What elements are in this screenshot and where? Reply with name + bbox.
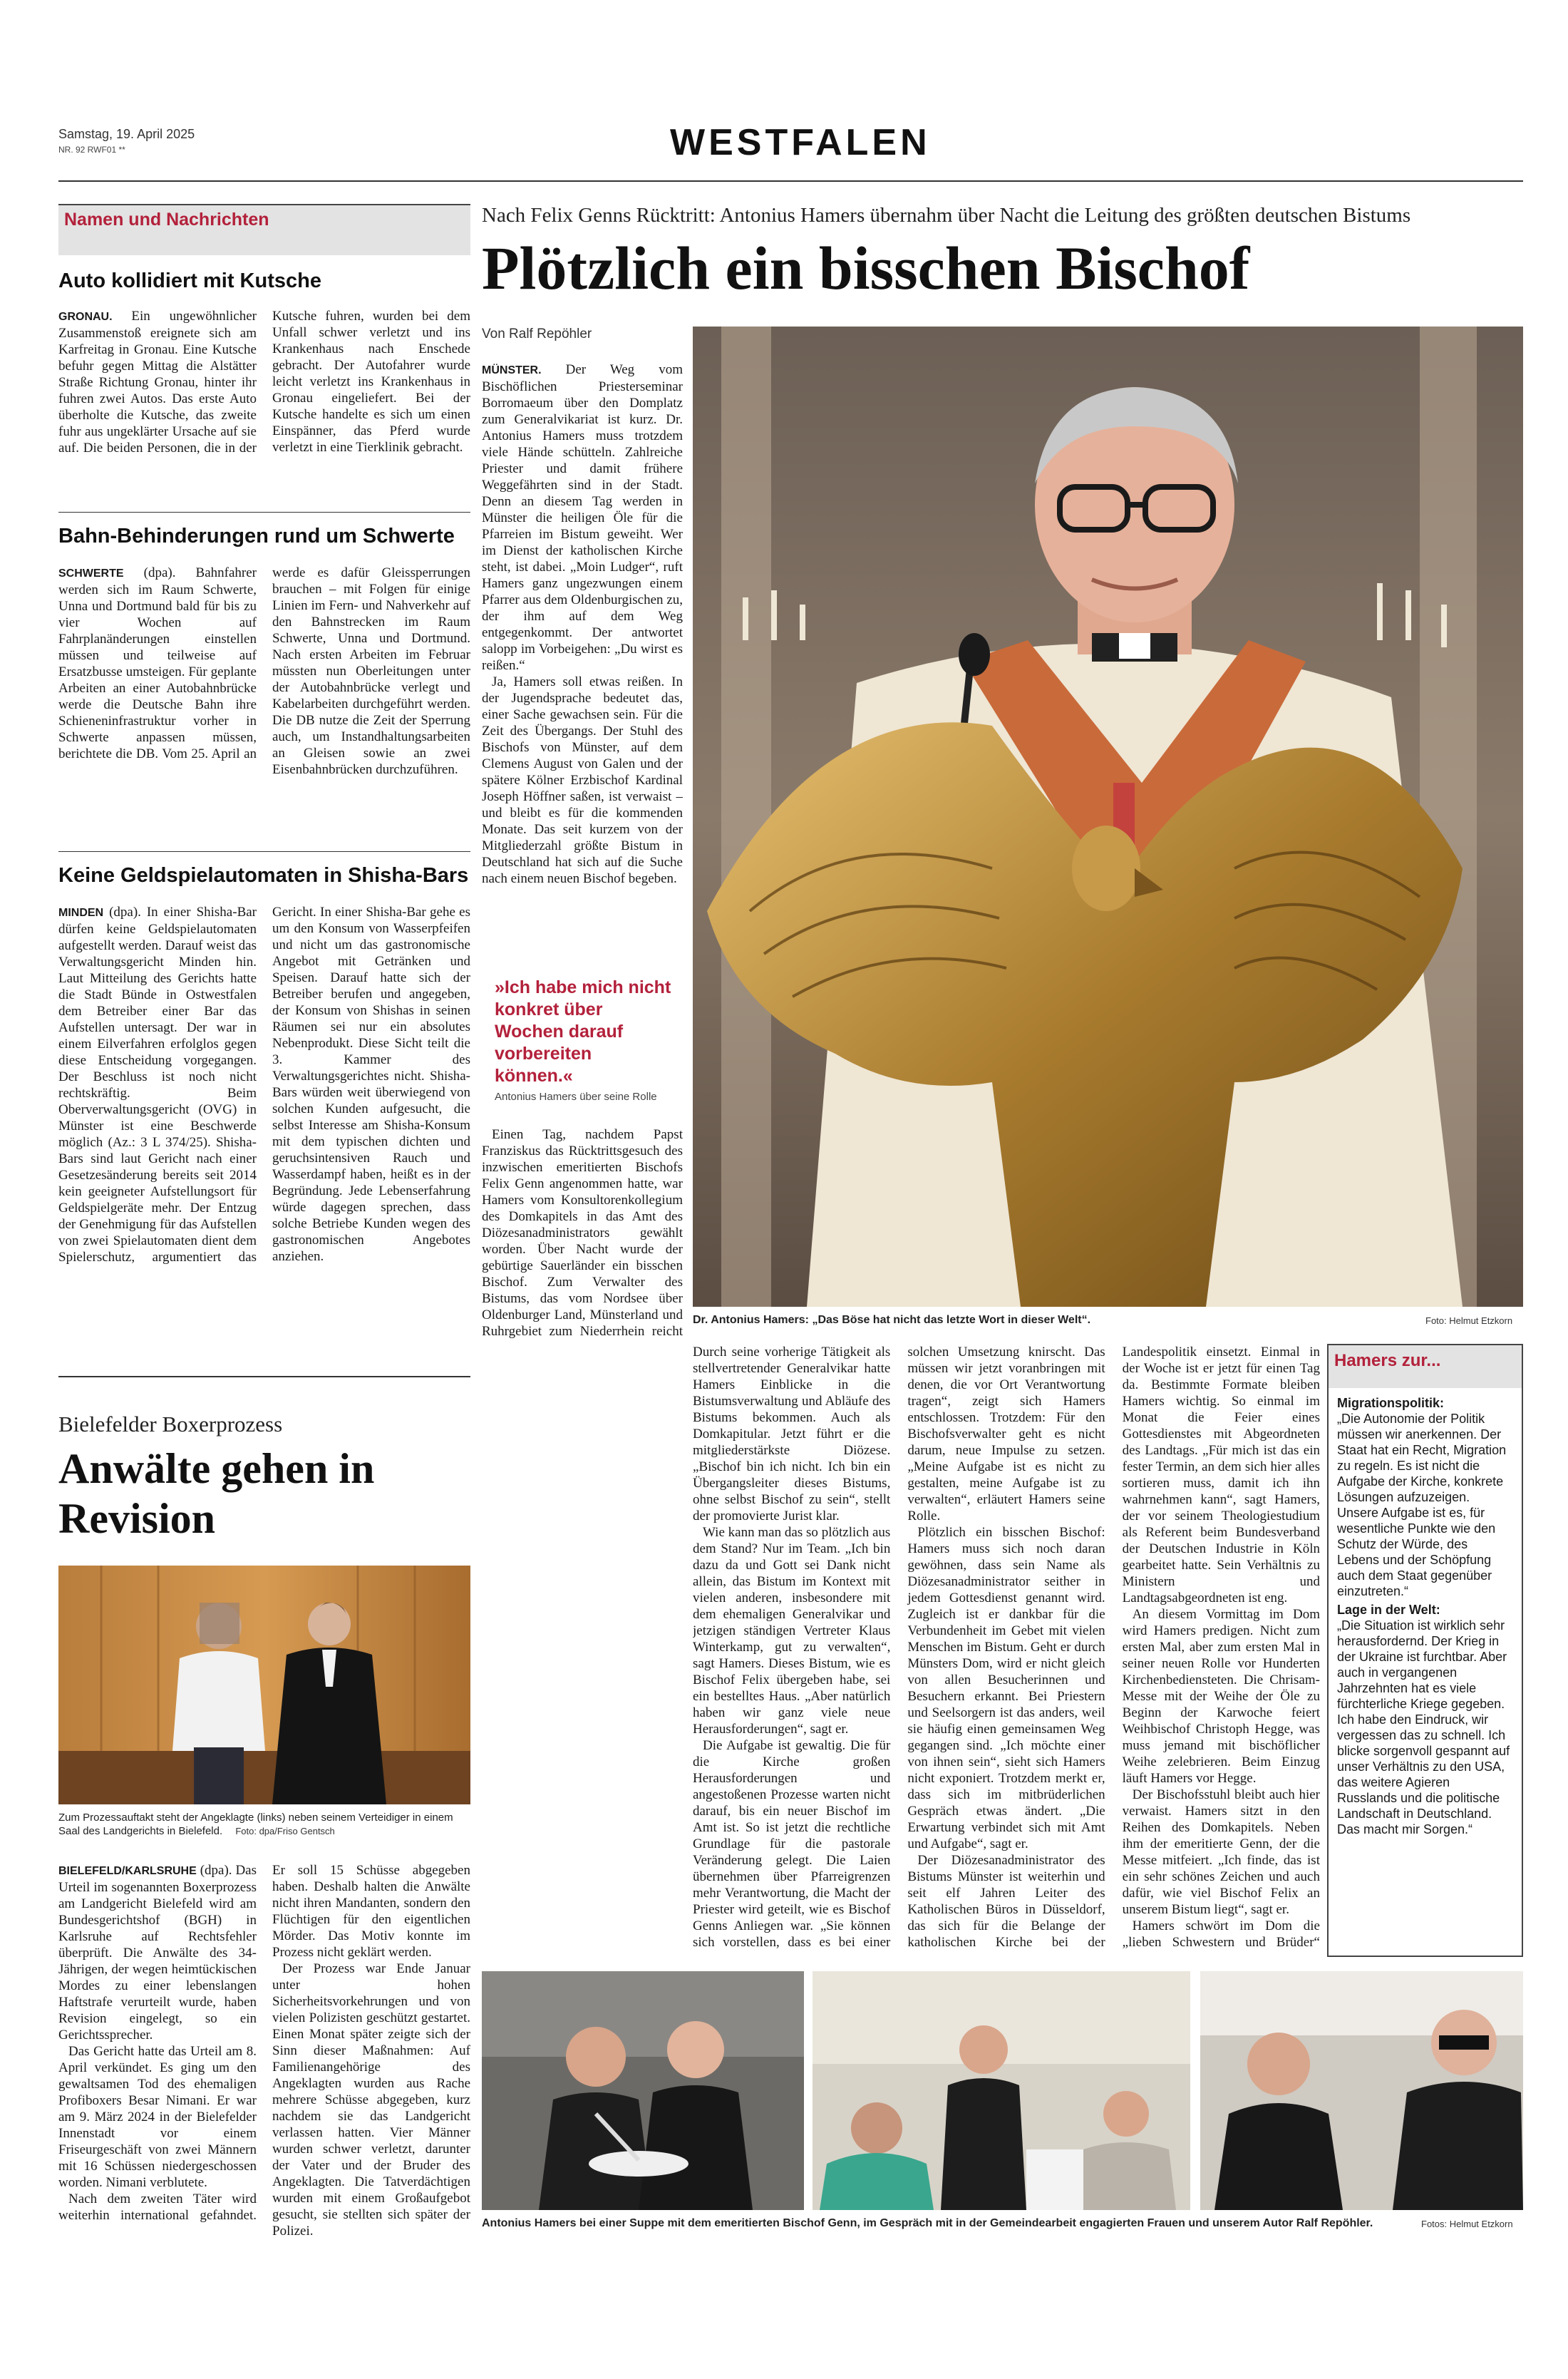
main-lower-paragraph: Durch seine vorherige Tätigkeit als stellvertretender Generalvikar hatte Hamers Einblicke in die Bistumsverwaltung und Abläufe des Bistums bekommen. Auch als Domkapitular. Jetzt führt er die mitgliederstärkste Diözese. „Bischof bin ich nicht. Ich bin ein Übergangsleiter dieses Bistums, ohne selbst Bischof zu sein“, stellt der promovierte Jurist klar. [693,1345,891,1524]
dateline-muenster: MÜNSTER. [482,364,542,376]
main-intro-paragraph: Ja, Hamers soll etwas reißen. In der Jugendsprache bedeutet das, einer Sache gewachsen sein. Für die Zeit des Übergangs. Der Stuhl des Bischofs von Münster, auf dem Clemens August von Galen und der spätere Kölner Erzbischof Kardinal Joseph Höffner saßen, ist verwaist – und bleibt es für die kommenden Monate. Das seit kurzem von der Mitgliederzahl größte Bistum in Deutschland hat sich auf die Suche nach einem neuen Bischof begeben. [482,674,683,886]
info-label-migration: Migrationspolitik: [1337,1396,1444,1410]
news-headline-auto: Auto kollidiert mit Kutsche [58,269,321,292]
box-paragraph: Das Urteil im sogenannten Boxerprozess am Landgericht Bielefeld wird am Bundesgerichtshof (BGH) in Karlsruhe auf Rechtsfehler überprüft. Die Anwälte des 34-Jährigen, der wegen heimtückischen Mordes zu einer lebenslangen Haftstrafe verurteilt wurde, haben Revision eingelegt, so ein Gerichtssprecher. [58,1863,257,2043]
news-body-auto: Ein ungewöhnlicher Zusammenstoß ereignete sich am Karfreitag in Gronau. Eine Kutsche befuhr gegen Mittag die Alstätter Straße Richtung Gronau, hinter ihr fuhren zwei Autos. Das erste Auto überholte die Kutsche, das zweite fuhr aus ungeklärter Ursache auf sie auf. Die beiden Personen, die in der Kutsche fuhren, wurden bei dem Unfall schwer verletzt und ins Krankenhaus nach Enschede gebracht. Der Autofahrer wurde leicht verletzt ins Krankenhaus in Gronau eingeliefert. Bei der Kutsche handelte es sich um einen Einspänner, das Pferd wurde verletzt in eine Tierklinik gebracht. [58,309,470,456]
main-lower-paragraph: Plötzlich ein bisschen Bischof: Hamers muss sich noch daran gewöhnen, dass sein Name als Diözesanadministrator seither in jedem Gottesdienst genannt wird. Zugleich ist er dankbar für die Verbundenheit im Gebet mit vielen Menschen im Bistum. Geht er durch Münsters Dom, wird er nicht gleich von allen Besucherinnen und Besuchern erkannt. Bei Priestern und Seelsorgern ist das anders, weil sie häufig einen gemeinsamen Weg gegangen sind. „Ich möchte einer von ihnen sein“, sieht sich Hamers nicht exponiert. Trotzdem merkt er, dass sich im mitbrüderlichen Gespräch etwas ändert. „Die Erwartung verbindet sich mit Amt und Aufgabe“, sagt er. [907,1525,1105,1851]
news-text-auto [58,308,470,502]
main-photo-svg [693,327,1523,1307]
agency-schwerte: (dpa). [143,565,176,580]
edition-number: NR. 92 RWF01 ** [58,145,125,155]
main-intro-paragraph: Der Weg vom Bischöflichen Priesterseminar Borromaeum über den Domplatz zum Generalvikariat ist kurz. Dr. Antonius Hamers muss trotzdem viele Hände schütteln. Zahlreiche Priester und damit frühere Weggefährten sind in der Stadt. Denn an diesem Tag werden in Münster die heiligen Öle für die Pfarreien im Bistum geweiht. Wer im Dienst der katholischen Kirche steht, ist dabei. „Moin Ludger“, ruft Hamers ganz ungezwungen einem Pfarrer aus dem Oldenburgischen zu, der ihm auf dem Weg entgegenkommt. Der antwortet salopp im Vorbeigehen: „Du wirst es reißen.“ [482,362,683,673]
sidebar-header: Namen und Nachrichten [64,210,269,230]
info-text-world: „Die Situation ist wirklich sehr herausfordernd. Der Krieg in der Ukraine ist furchtbar. Aber auch in vergangenen Jahrzehnten hat es viele fürchterliche Kriege gegeben. Ich habe den Eindruck, wir vergessen das zu schnell. Ich blicke sorgenvoll gespannt auf unser Verhältnis zu den USA, das weitere Agieren Russlands und die politische Landschaft in Deutschland. Das macht mir Sorgen.“ [1337,1618,1510,1836]
courtroom-photo-svg [58,1566,470,1804]
box-paragraph: Nach dem zweiten Täter wird weiterhin international gefahndet. Er soll 15 Schüsse abgegeben haben. Deshalb halten die Anwälte nicht ihren Mandanten, sondern den Flüchtigen für den eigentlichen Mörder. Das Motiv konnte im Prozess nicht geklärt werden. [58,1863,470,2223]
photo-women [813,1971,1190,2210]
photo-soup [482,1971,804,2210]
main-lower-paragraph: An diesem Vormittag im Dom wird Hamers predigen. Nicht zum ersten Mal, aber zum ersten Mal in seiner neuen Rolle vor Hunderten Kirchenbediensteten. Die Chrisam-Messe mit der Weihe der Öle zu Beginn der Karwoche feiert Weihbischof Christoph Hegge, was muss jemand mit bischöflicher Weihe zelebrieren. Beim Einzug läuft Hamers vor Hegge. [1122,1607,1320,1786]
bottom-photo-credit: Fotos: Helmut Etzkorn [1421,2219,1513,2229]
pull-quote-source: Antonius Hamers über seine Rolle [495,1091,657,1103]
divider-1 [58,512,470,513]
news-body-shisha: In einer Shisha-Bar dürfen keine Geldspielautomaten aufgestellt werden. Darauf weist das Verwaltungsgericht Minden hin. Laut Mitteilung des Gerichts hatte die Stadt Bünde in Ostwestfalen dem Betreiber einer Bar das Aufstellen untersagt. Der war in einem Eilverfahren erfolglos gegen diese Entscheidung vorgegangen. Der Beschluss ist noch nicht rechtskräftig. Beim Oberverwaltungsgericht (OVG) in Münster ist eine Beschwerde möglich (Az.: 3 L 374/25). Shisha-Bars sind laut Gericht nach einer Gesetzesänderung bereits seit 2014 kein geeigneter Aufstellungsort für Geldspielgeräte mehr. Der Entzug der Genehmigung für das Aufstellen von zwei Spielautomaten dient dem Spielerschutz, argumentiert das Gericht. In einer Shisha-Bar gehe es um den Konsum von Wasserpfeifen und nicht um das gastronomische Angebot mit Getränken und Speisen. Darauf hatte sich der Betreiber berufen und angegeben, der Konsum von Shishas in seinen Räumen sei nur ein absolutes Nebenprodukt. Diese Sicht teilt die 3. Kammer des Verwaltungsgerichtes nicht. Shisha-Bars würden weit überwiegend von solchen Kunden aufgesucht, die selbst Interesse am Shisha-Konsum mit dem typischen dichten und geruchsintensiven Rauch und Wasserdampf haben, heißt es in der Begründung. Jede Lebenserfahrung würde dagegen sprechen, dass solche Betriebe Kunden wegen des gastronomischen Angebotes anziehen. [58,905,470,1265]
main-intro-text [482,361,683,955]
main-photo-caption: Dr. Antonius Hamers: „Das Böse hat nicht das letzte Wort in dieser Welt“. [693,1314,1091,1326]
main-lower-text [693,1344,1320,1957]
box-paragraph: Der Prozess war Ende Januar unter hohen Sicherheitsvorkehrungen und von vielen Polizisten geschützt gestartet. Einen Monat später zeigte sich der Sinn dieser Maßnahmen: Auf Familienangehörige des Angeklagten wurden aus Rache mehrere Schüsse abgegeben, kurz nachdem sie das Landgericht verlassen hatten. Vier Männer wurden schwer verletzt, darunter der Vater und der Bruder des Angeklagten. Die Tatverdächtigen wurden mit einem Großaufgebot gesucht, sie stellten sich später der Polizei. [272,1961,470,2239]
main-photo-credit: Foto: Helmut Etzkorn [1425,1315,1513,1326]
info-box-header: Hamers zur... [1329,1345,1522,1388]
dateline-minden: MINDEN [58,907,104,919]
lawyer-head [308,1603,351,1645]
info-box [1327,1344,1523,1957]
photo-women-svg [813,1971,1190,2210]
info-text-migration: „Die Autonomie der Politik müssen wir anerkennen. Der Staat hat ein Recht, Migration zu regeln. Es ist nicht die Aufgabe der Kirche, konkrete Lösungen aufzuzeigen. Unsere Aufgabe ist es, für wesentliche Punkte wie den Schutz der Würde, des Lebens und der Schöpfung auch dem Staat gegenüber einzutreten.“ [1337,1412,1507,1598]
box-story-kicker: Bielefelder Boxerprozess [58,1412,283,1437]
divider-2 [58,851,470,852]
main-photo-hamers [693,327,1523,1307]
agency-minden: (dpa). [109,905,141,920]
main-overline: Nach Felix Genns Rücktritt: Antonius Hamers übernahm über Nacht die Leitung des größten deutschen Bistums [482,204,1411,227]
news-text-shisha [58,904,470,1366]
main-lower-paragraph: Hamers schwört im Dom die „lieben Schwestern und Brüder“ [1122,1918,1320,1950]
sidebar-header-box [58,204,470,255]
bottom-photo-caption: Antonius Hamers bei einer Suppe mit dem emeritierten Bischof Genn, im Gespräch mit in der Gemeindearbeit engagierten Frauen und unserem Autor Ralf Repöhler. [482,2217,1373,2229]
masthead-rule [58,180,1523,182]
news-headline-shisha: Keine Geldspielautomaten in Shisha-Bars [58,864,469,887]
main-after-quote [482,1126,683,1340]
main-lower-paragraph: Der Bischofsstuhl bleibt auch hier verwaist. Hamers sitzt in den Reihen des Domkapitels. Neben ihm der emeritierte Genn, der die Messe mitfeiert. „Ich finde, das ist ein sehr schönes Zeichen und auch dafür, wie viel Bischof Felix an unserem Bistum liegt“, sagt er. [1122,1787,1320,1917]
pull-quote: »Ich habe mich nicht konkret über Wochen darauf vorbereiten können.« [495,977,671,1086]
main-lower-paragraph: Der Diözesanadministrator des Bistums Münster ist weiterhin und seit elf Jahren Leiter des Katholischen Büros in Düsseldorf, das sich für die Belange der katholischen Kirche bei der Landespolitik einsetzt. Einmal in der Woche ist er jetzt für einen Tag da. Bestimmte Formate bleiben Hamers wichtig. So einmal im Monat die Feier eines Gottesdienstes mit Abgeordneten des Landtags. „Für mich ist das ein fester Termin, an dem sich hier alles sortieren muss, damit ich ihn wahrnehmen kann“, sagt Hamers, der vor seinem Theologiestudium als Referent beim Bundesverband der Deutschen Industrie in Köln gearbeitet hatte. Sein Verhältnis zu Ministern und Landtagsabgeordneten ist eng. [907,1345,1320,1950]
courtroom-photo [58,1566,470,1804]
news-text-bahn [58,565,470,841]
main-byline: Von Ralf Repöhler [482,327,592,341]
section-title: WESTFALEN [670,122,931,163]
news-headline-bahn: Bahn-Behinderungen rund um Schwerte [58,525,455,548]
issue-date: Samstag, 19. April 2025 [58,127,195,141]
main-headline: Plötzlich ein bisschen Bischof [482,234,1250,302]
dateline-bielefeld: BIELEFELD/KARLSRUHE [58,1865,197,1877]
divider-3 [58,1376,470,1377]
box-story-text [58,1862,470,2276]
info-label-world: Lage in der Welt: [1337,1603,1440,1617]
courtroom-credit: Foto: dpa/Friso Gentsch [235,1826,335,1836]
news-body-bahn: Bahnfahrer werden sich im Raum Schwerte, Unna und Dortmund bald für bis zu vier Wochen auf Fahrplanänderungen einstellen müssen und teilweise auf Ersatzbusse umsteigen. Für geplante Arbeiten an einer Autobahnbrücke werde die Deutsche Bahn ihre Schieneninfrastruktur vorher in Schwerte anpassen müssen, berichtete die DB. Vom 25. April an werde es dafür Gleissperrungen brauchen – mit Folgen für einige Linien im Fern- und Nahverkehr auf den Bahnstrecken im Raum Schwerte, Unna und Dortmund. Nach ersten Arbeiten im Februar müssten nun Oberleitungen unter der Autobahnbrücke verlegt und Kabelarbeiten durchgeführt werden. Die DB nutze die Zeit der Sperrung auch, um Instandhaltungsarbeiten an Gleisen sowie an zwei Eisenbahnbrücken durchzuführen. [58,565,470,777]
dateline-schwerte: SCHWERTE [58,567,124,580]
main-after-quote-paragraph: Einen Tag, nachdem Papst Franziskus das Rücktrittsgesuch des inzwischen emeritierten Bischofs Felix Genn angenommen hatte, war Hamers vom Konsultorenkollegium des Domkapitels in das Amt des Diözesanadministrators gewählt worden. Über Nacht wurde der gebürtige Sauerländer ein bisschen Bischof. Zum Verwalter des Bistums, das vom Nordsee über Oldenburger Land, Münsterland und Ruhrgebiet zum Niederrhein reicht [482,1127,683,1339]
main-lower-paragraph: Wie kann man das so plötzlich aus dem Stand? Nur im Team. „Ich bin dazu da und Gott sei Dank nicht allein, das Bistum im Kontext mit vielen anderen, insbesondere mit dem ehemaligen Generalvikar und jetzigen ständigen Vertreter Klaus Winterkamp, gut zu verwalten“, sagt Hamers. Dieses Bistum, wie es Bischof Felix übergeben habe, sei ein bestelltes Haus. „Aber natürlich haben wir ganz viele neue Herausforderungen“, sagt er. [693,1525,891,1737]
box-paragraph: Das Gericht hatte das Urteil am 8. April verkündet. Es ging um den gewaltsamen Tod des ehemaligen Profiboxers Besar Nimani. Er war am 9. März 2024 in der Bielefelder Innenstadt vor einem Friseurgeschäft von zwei Männern mit 16 Schüssen niedergeschossen worden. Nimani verblutete. [58,2044,257,2190]
courtroom-caption [58,1811,470,1838]
photo-author [1200,1971,1523,2210]
photo-soup-svg [482,1971,804,2210]
courtroom-caption-text: Zum Prozessauftakt steht der Angeklagte (links) neben seinem Verteidiger in einem Saal des Landgerichts in Bielefeld. [58,1812,453,1837]
photo-author-svg [1200,1971,1523,2210]
agency-bielefeld: (dpa). [200,1863,232,1878]
box-story-headline: Anwälte gehen in Revision [58,1445,375,1542]
main-lower-paragraph: Die Aufgabe ist gewaltig. Die für die Kirche großen Herausforderungen und angestoßenen Prozesse warten nicht darauf, bis ein neuer Bischof im Amt ist. So ist jetzt die rechtliche Grundlage für die pastorale Veränderung gelegt. Die Laien übernehmen über Pfarreigrenzen mehr Verantwortung, die Macht der Priester wird geteilt, wie es Bischof Genns Anliegen war. „Sie können sich vorstellen, dass es bei einer solchen Umsetzung knirscht. Das müssen wir jetzt voranbringen mit denen, die vor Ort Verantwortung tragen“, zeigt sich Hamers entschlossen. Trotzdem: Für den Bischofsverwalter geht es nicht darum, neue Impulse zu setzen. „Meine Aufgabe ist es nicht zu gestalten, meine Aufgabe ist zu verwalten“, erläutert Hamers seine Rolle. [693,1345,1105,1950]
dateline-gronau: GRONAU. [58,311,113,323]
